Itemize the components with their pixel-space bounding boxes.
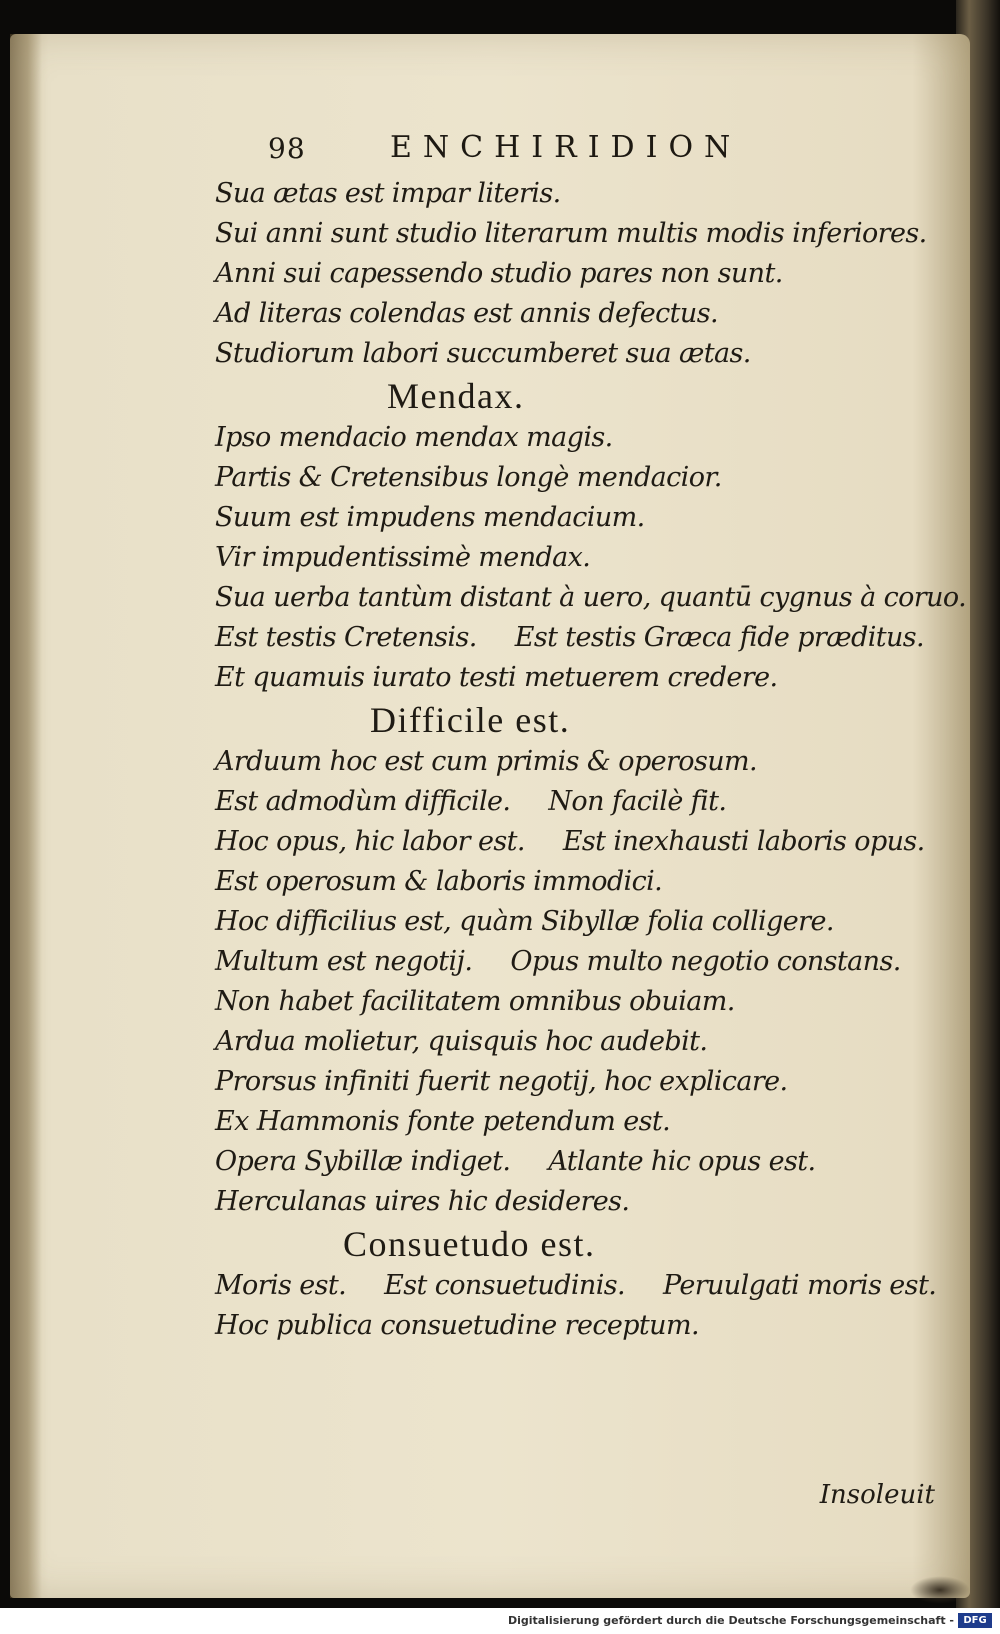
text-line: Sua ætas est impar literis. xyxy=(215,178,561,209)
phrase: Opus multo negotio constans. xyxy=(510,946,901,977)
text-line: Et quamuis iurato testi metuerem credere. xyxy=(215,662,778,693)
catchword: Insoleuit xyxy=(819,1480,935,1510)
phrase: Multum est negotij. xyxy=(215,946,473,977)
text-line: Hoc publica consuetudine receptum. xyxy=(215,1310,699,1341)
dfg-logo: DFG xyxy=(958,1613,992,1628)
footer-credit: Digitalisierung gefördert durch die Deutsche Forschungsgemeinschaft - xyxy=(507,1614,954,1627)
text-block xyxy=(215,174,967,1510)
phrase: Non facilè fit. xyxy=(548,786,727,817)
section-heading: Mendax. xyxy=(387,376,525,416)
text-line: Vir impudentissimè mendax. xyxy=(215,542,591,573)
text-line: Ardua molietur, quisquis hoc audebit. xyxy=(215,1026,708,1057)
phrase: Est admodùm difficile. xyxy=(215,786,511,817)
text-line xyxy=(215,942,935,982)
text-line xyxy=(215,1266,935,1306)
phrase: Peruulgati moris est. xyxy=(662,1270,937,1301)
corner-damage xyxy=(910,1576,970,1604)
text-line: Hoc difficilius est, quàm Sibyllæ folia colligere. xyxy=(215,906,834,937)
page-gutter-shadow xyxy=(10,34,42,1598)
book-page xyxy=(10,34,970,1598)
phrase: Moris est. xyxy=(215,1270,347,1301)
phrase: Atlante hic opus est. xyxy=(548,1146,816,1177)
phrase: Hoc opus, hic labor est. xyxy=(215,826,525,857)
page-number: 98 xyxy=(268,132,306,165)
text-line: Ipso mendacio mendax magis. xyxy=(215,422,613,453)
phrase: Est testis Græca fide præditus. xyxy=(514,622,925,653)
text-line: Non habet facilitatem omnibus obuiam. xyxy=(215,986,735,1017)
text-line: Anni sui capessendo studio pares non sunt. xyxy=(215,258,783,289)
text-line: Herculanas uires hic desideres. xyxy=(215,1186,630,1217)
text-line xyxy=(215,1142,935,1182)
text-line: Partis & Cretensibus longè mendacior. xyxy=(215,462,722,493)
phrase: Est consuetudinis. xyxy=(384,1270,625,1301)
phrase: Opera Sybillæ indiget. xyxy=(215,1146,511,1177)
phrase: Est testis Cretensis. xyxy=(215,622,477,653)
footer-bar xyxy=(0,1608,1000,1634)
section-heading: Consuetudo est. xyxy=(343,1224,596,1264)
text-line: Est operosum & laboris immodici. xyxy=(215,866,663,897)
text-line: Ex Hammonis fonte petendum est. xyxy=(215,1106,671,1137)
phrase: Est inexhausti laboris opus. xyxy=(562,826,925,857)
text-line: Prorsus infiniti fuerit negotij, hoc explicare. xyxy=(215,1066,788,1097)
section-heading: Difficile est. xyxy=(370,700,571,740)
text-line: Suum est impudens mendacium. xyxy=(215,502,645,533)
text-line: Arduum hoc est cum primis & operosum. xyxy=(215,746,757,777)
text-line: Studiorum labori succumberet sua ætas. xyxy=(215,338,751,369)
text-line: Sui anni sunt studio literarum multis modis inferiores. xyxy=(215,218,927,249)
text-line xyxy=(215,618,935,658)
running-title: ENCHIRIDION xyxy=(390,130,742,165)
text-line: Ad literas colendas est annis defectus. xyxy=(215,298,718,329)
page-header xyxy=(10,130,970,170)
text-line: Sua uerba tantùm distant à uero, quantū cygnus à coruo. xyxy=(215,582,967,613)
text-line xyxy=(215,822,935,862)
text-line xyxy=(215,782,935,822)
